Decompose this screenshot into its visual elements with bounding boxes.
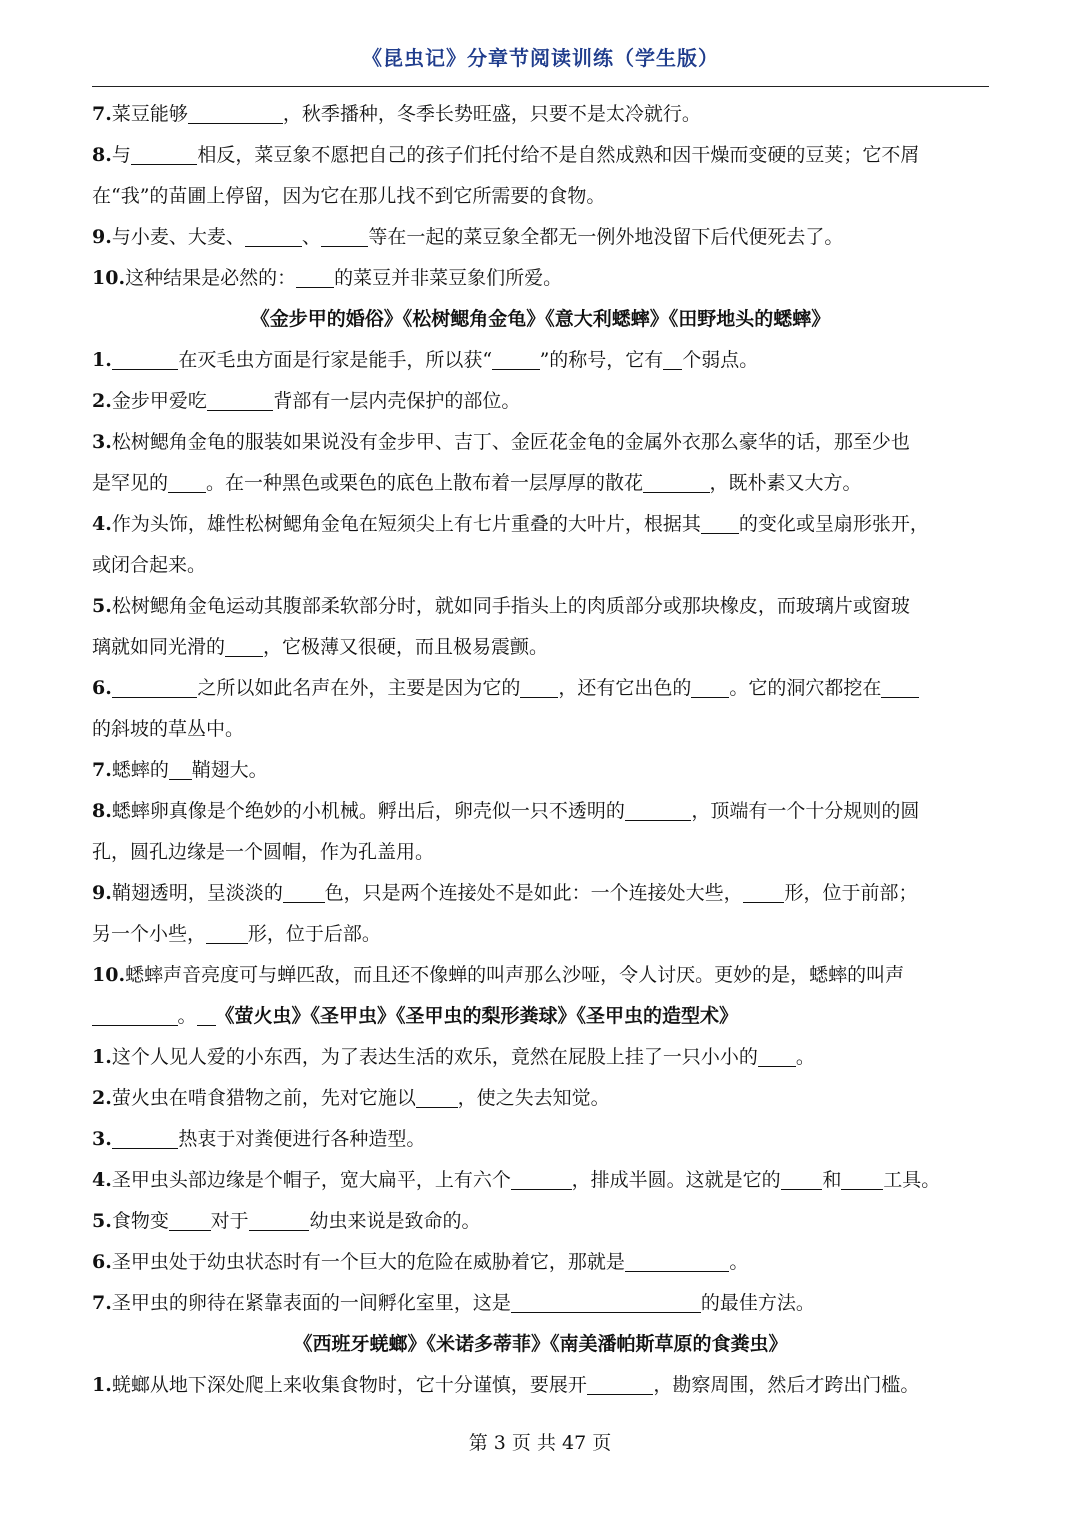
- question-number: 1.: [92, 1046, 112, 1068]
- question-line: [92, 1078, 989, 1119]
- question-number: 7.: [92, 759, 112, 781]
- question-text: 这个人见人爱的小东西，为了表达生活的欢乐，竟然在屁股上挂了一只小小的: [111, 1046, 758, 1068]
- answer-blank: [249, 1210, 310, 1231]
- question-text: 形，位于后部。: [247, 923, 381, 945]
- question-number: 3.: [92, 431, 112, 453]
- question-line: [92, 381, 989, 422]
- question-text: 另一个小些，: [92, 923, 207, 945]
- question-number: 6.: [92, 677, 112, 699]
- question-text: 食物变: [111, 1210, 169, 1232]
- answer-blank: [283, 882, 325, 903]
- answer-blank: [743, 882, 785, 903]
- question-text: 鞘翅大。: [191, 759, 268, 781]
- question-text: ，排成半圆。这就是它的: [571, 1169, 781, 1191]
- question-text: ，秋季播种，冬季长势旺盛，只要不是太冷就行。: [282, 103, 701, 125]
- question-text: ，使之失去知觉。: [457, 1087, 610, 1109]
- question-text: 作为头饰，雄性松树鳃角金龟在短须尖上有七片重叠的大叶片，根据其: [111, 513, 701, 535]
- question-text: ，它极薄又很硬，而且极易震颤。: [263, 636, 549, 658]
- question-text: 工具。: [883, 1169, 941, 1191]
- answer-blank: [169, 759, 192, 780]
- question-text: 之所以如此名声在外，主要是因为它的: [197, 677, 521, 699]
- question-text: 等在一起的菜豆象全都无一例外地没留下后代便死去了。: [368, 226, 844, 248]
- answer-blank: [511, 1292, 701, 1313]
- question-text: 对于: [210, 1210, 249, 1232]
- question-line: [92, 1365, 989, 1406]
- answer-blank: [841, 1169, 883, 1190]
- question-text: 《西班牙蜣螂》《米诺多蒂菲》《南美潘帕斯草原的食粪虫》: [293, 1333, 788, 1355]
- question-line: [92, 1283, 989, 1324]
- question-text: 蟋蟀卵真像是个绝妙的小机械。孵出后，卵壳似一只不透明的: [111, 800, 625, 822]
- question-text: 菜豆能够: [111, 103, 188, 125]
- answer-blank: [416, 1087, 458, 1108]
- question-text: 和: [822, 1169, 842, 1191]
- question-number: 1.: [92, 1374, 112, 1396]
- question-text: 与小麦、大麦、: [111, 226, 245, 248]
- question-text: 热衷于对粪便进行各种造型。: [178, 1128, 426, 1150]
- question-text: 《金步甲的婚俗》《松树鳃角金龟》《意大利蟋蟀》《田野地头的蟋蟀》: [250, 308, 831, 330]
- question-number: 7.: [92, 103, 112, 125]
- answer-blank: [643, 472, 710, 493]
- answer-blank: [92, 1005, 178, 1026]
- question-line: [92, 955, 989, 996]
- answer-blank: [321, 226, 369, 247]
- section-title: [92, 1324, 989, 1365]
- answer-blank: [625, 800, 692, 821]
- question-line: [92, 217, 989, 258]
- question-text: 或闭合起来。: [92, 554, 207, 576]
- question-line: [92, 545, 989, 586]
- question-number: 4.: [92, 1169, 112, 1191]
- answer-blank: [587, 1374, 654, 1395]
- question-line: [92, 1242, 989, 1283]
- question-number: 9.: [92, 882, 112, 904]
- question-line: [92, 750, 989, 791]
- answer-blank: [245, 226, 302, 247]
- question-text: 蟋蟀的: [111, 759, 169, 781]
- question-line: [92, 873, 989, 914]
- header-divider: [92, 86, 989, 87]
- question-text: ”的称号，它有: [539, 349, 664, 371]
- question-line: [92, 463, 989, 504]
- question-text: 是罕见的: [92, 472, 169, 494]
- question-text: 色，只是两个连接处不是如此：一个连接处大些，: [324, 882, 743, 904]
- question-line: [92, 94, 989, 135]
- question-list: [92, 94, 989, 1406]
- question-text: 幼虫来说是致命的。: [309, 1210, 481, 1232]
- question-text: ，既朴素又大方。: [709, 472, 862, 494]
- question-line: [92, 1119, 989, 1160]
- question-text: 。在一种黑色或栗色的底色上散布着一层厚厚的散花: [206, 472, 644, 494]
- question-text: 这种结果是必然的：: [125, 267, 297, 289]
- question-number: 5.: [92, 1210, 112, 1232]
- question-number: 5.: [92, 595, 112, 617]
- question-number: 3.: [92, 1128, 112, 1150]
- answer-blank: [197, 1005, 216, 1026]
- question-number: 1.: [92, 349, 112, 371]
- question-text: 。: [729, 1251, 749, 1273]
- answer-blank: [625, 1251, 730, 1272]
- answer-blank: [663, 349, 682, 370]
- question-text: 圣甲虫的卵待在紧靠表面的一间孵化室里，这是: [111, 1292, 511, 1314]
- question-text: 圣甲虫头部边缘是个帽子，宽大扁平，上有六个: [111, 1169, 511, 1191]
- question-line: [92, 340, 989, 381]
- answer-blank: [169, 1210, 211, 1231]
- question-line: [92, 914, 989, 955]
- section-title: [92, 996, 989, 1037]
- question-text: 的最佳方法。: [700, 1292, 815, 1314]
- question-text: 松树鳃角金龟运动其腹部柔软部分时，就如同手指头上的肉质部分或那块橡皮，而玻璃片或窗玻: [111, 595, 910, 617]
- question-text: 松树鳃角金龟的服装如果说没有金步甲、吉丁、金匠花金龟的金属外衣那么豪华的话，那至少也: [111, 431, 910, 453]
- question-number: 《萤火虫》《圣甲虫》《圣甲虫的梨形粪球》《圣甲虫的造型术》: [215, 1005, 739, 1027]
- question-text: 的斜坡的草丛中。: [92, 718, 245, 740]
- question-text: 、: [301, 226, 321, 248]
- question-number: 6.: [92, 1251, 112, 1273]
- answer-blank: [492, 349, 540, 370]
- question-text: 的变化或呈扇形张开，: [738, 513, 929, 535]
- answer-blank: [691, 677, 729, 698]
- answer-blank: [758, 1046, 796, 1067]
- question-number: 9.: [92, 226, 112, 248]
- question-text: 在“我”的苗圃上停留，因为它在那儿找不到它所需要的食物。: [92, 185, 606, 207]
- question-number: 4.: [92, 513, 112, 535]
- question-line: [92, 176, 989, 217]
- question-number: 2.: [92, 390, 112, 412]
- question-text: 相反，菜豆象不愿把自己的孩子们托付给不是自然成熟和因干燥而变硬的豆荚；它不屑: [197, 144, 920, 166]
- answer-blank: [520, 677, 558, 698]
- question-text: 蟋蟀声音亮度可与蝉匹敌，而且还不像蝉的叫声那么沙哑，令人讨厌。更妙的是，蟋蟀的叫声: [125, 964, 905, 986]
- question-text: 。: [795, 1046, 815, 1068]
- question-text: 。它的洞穴都挖在: [729, 677, 882, 699]
- question-text: 金步甲爱吃: [111, 390, 207, 412]
- answer-blank: [112, 1128, 179, 1149]
- question-line: [92, 832, 989, 873]
- question-text: ，勘察周围，然后才跨出门槛。: [653, 1374, 920, 1396]
- answer-blank: [781, 1169, 823, 1190]
- question-number: 7.: [92, 1292, 112, 1314]
- question-text: 孔，圆孔边缘是一个圆帽，作为孔盖用。: [92, 841, 435, 863]
- answer-blank: [112, 349, 179, 370]
- answer-blank: [701, 513, 739, 534]
- question-line: [92, 1201, 989, 1242]
- page-header-title: 《昆虫记》分章节阅读训练（学生版）: [362, 46, 719, 70]
- question-number: 10.: [92, 267, 126, 289]
- answer-blank: [206, 923, 248, 944]
- question-line: [92, 258, 989, 299]
- answer-blank: [112, 677, 198, 698]
- answer-blank: [225, 636, 263, 657]
- question-text: ，顶端有一个十分规则的圆: [691, 800, 920, 822]
- page-footer: 第 3 页 共 47 页: [468, 1432, 612, 1454]
- question-text: 鞘翅透明，呈淡淡的: [111, 882, 283, 904]
- answer-blank: [168, 472, 206, 493]
- question-line: [92, 791, 989, 832]
- question-line: [92, 1037, 989, 1078]
- question-text: 形，位于前部；: [784, 882, 918, 904]
- question-text: ，还有它出色的: [558, 677, 692, 699]
- question-line: [92, 627, 989, 668]
- question-text: 的菜豆并非菜豆象们所爱。: [334, 267, 563, 289]
- question-text: 萤火虫在啃食猎物之前，先对它施以: [111, 1087, 416, 1109]
- answer-blank: [131, 144, 198, 165]
- question-text: 个弱点。: [682, 349, 759, 371]
- question-line: [92, 135, 989, 176]
- answer-blank: [188, 103, 283, 124]
- question-text: 。: [177, 1005, 197, 1027]
- answer-blank: [511, 1169, 572, 1190]
- question-text: 在灭毛虫方面是行家是能手，所以获“: [178, 349, 493, 371]
- answer-blank: [881, 677, 919, 698]
- question-line: [92, 504, 989, 545]
- question-line: [92, 668, 989, 709]
- answer-blank: [207, 390, 274, 411]
- question-line: [92, 422, 989, 463]
- question-line: [92, 586, 989, 627]
- section-title: [92, 299, 989, 340]
- question-line: [92, 1160, 989, 1201]
- question-line: [92, 709, 989, 750]
- question-text: 与: [111, 144, 131, 166]
- question-number: 10.: [92, 964, 126, 986]
- question-number: 8.: [92, 144, 112, 166]
- question-text: 蜣螂从地下深处爬上来收集食物时，它十分谨慎，要展开: [111, 1374, 587, 1396]
- question-number: 8.: [92, 800, 112, 822]
- answer-blank: [296, 267, 334, 288]
- question-text: 璃就如同光滑的: [92, 636, 226, 658]
- question-text: 背部有一层内壳保护的部位。: [273, 390, 521, 412]
- question-text: 圣甲虫处于幼虫状态时有一个巨大的危险在威胁着它，那就是: [111, 1251, 625, 1273]
- question-number: 2.: [92, 1087, 112, 1109]
